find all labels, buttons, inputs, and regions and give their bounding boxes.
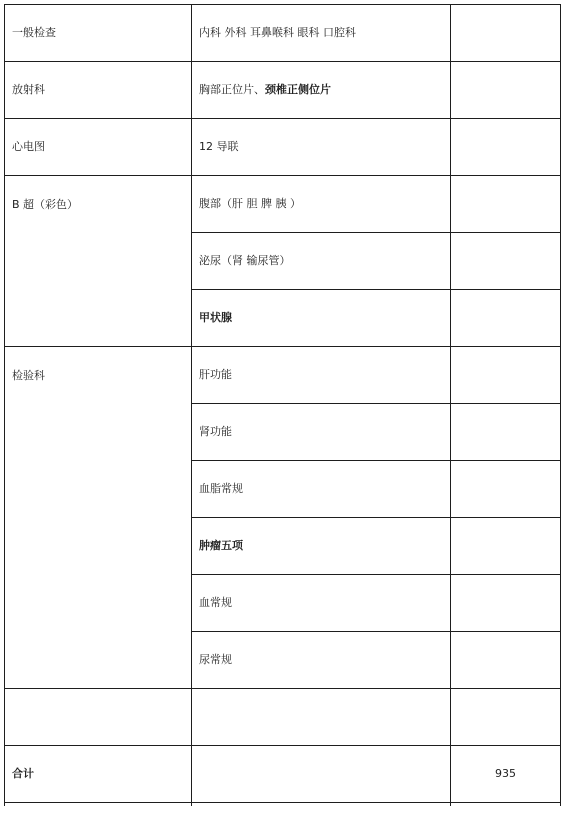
items-cell <box>192 62 451 119</box>
price-cell <box>451 119 561 176</box>
price-cell <box>451 62 561 119</box>
category-cell: 心电图 <box>5 119 192 176</box>
total-value: 935 <box>451 746 561 803</box>
total-label: 合计 <box>5 746 192 803</box>
table-row <box>5 5 561 62</box>
category-cell: B 超（彩色） <box>5 176 192 347</box>
table-row-cut <box>5 803 561 807</box>
items-cell <box>192 347 451 404</box>
category-cell: 放射科 <box>5 62 192 119</box>
item-text: 肝功能 <box>199 368 232 381</box>
price-cell <box>451 176 561 233</box>
item-text: 肿瘤五项 <box>199 539 243 552</box>
category-cell: 检验科 <box>5 347 192 689</box>
empty-cell <box>192 803 451 807</box>
price-cell <box>451 233 561 290</box>
item-text: 12 导联 <box>199 140 239 153</box>
price-cell <box>451 290 561 347</box>
price-cell <box>451 347 561 404</box>
items-cell <box>192 461 451 518</box>
item-text: 泌尿（肾 输尿管） <box>199 254 291 267</box>
items-cell <box>192 290 451 347</box>
items-cell <box>192 632 451 689</box>
items-cell <box>192 689 451 746</box>
category-cell: 一般检查 <box>5 5 192 62</box>
category-cell <box>5 689 192 746</box>
price-cell <box>451 575 561 632</box>
empty-cell <box>451 803 561 807</box>
exam-items-table <box>4 4 561 806</box>
price-cell <box>451 461 561 518</box>
price-cell <box>451 5 561 62</box>
items-cell <box>192 176 451 233</box>
price-cell <box>451 404 561 461</box>
price-cell <box>451 632 561 689</box>
item-text: 颈椎正侧位片 <box>265 83 331 96</box>
item-text: 内科 外科 耳鼻喉科 眼科 口腔科 <box>199 26 356 39</box>
price-cell <box>451 518 561 575</box>
items-cell <box>192 404 451 461</box>
items-cell <box>192 233 451 290</box>
table-body <box>5 5 561 807</box>
item-text: 血常规 <box>199 596 232 609</box>
item-text: 血脂常规 <box>199 482 243 495</box>
table-row <box>5 689 561 746</box>
item-text: 尿常规 <box>199 653 232 666</box>
item-text: 胸部正位片、 <box>199 83 265 96</box>
empty-cell <box>5 803 192 807</box>
item-text: 腹部（肝 胆 脾 胰 ） <box>199 197 301 210</box>
table-row <box>5 347 561 404</box>
total-empty-cell <box>192 746 451 803</box>
total-row <box>5 746 561 803</box>
table-row <box>5 176 561 233</box>
item-text: 肾功能 <box>199 425 232 438</box>
items-cell <box>192 119 451 176</box>
table-row <box>5 62 561 119</box>
items-cell <box>192 518 451 575</box>
item-text: 甲状腺 <box>199 311 232 324</box>
items-cell <box>192 5 451 62</box>
price-cell <box>451 689 561 746</box>
table-row <box>5 119 561 176</box>
items-cell <box>192 575 451 632</box>
